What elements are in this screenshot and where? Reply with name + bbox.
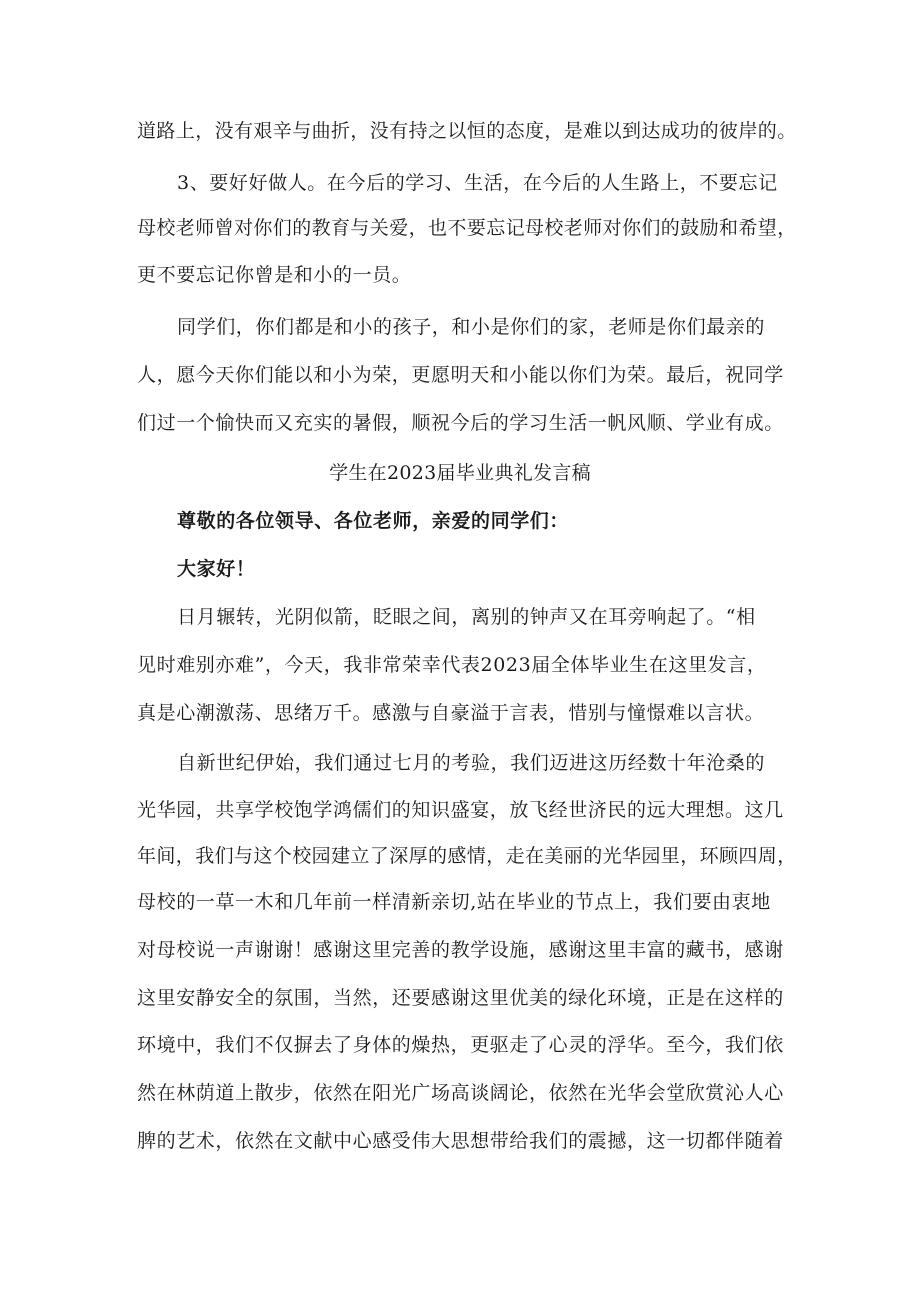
paragraph-e-line-8: 然在林荫道上散步，依然在阳光广场高谈阔论，依然在光华会堂欣赏沁人心 <box>137 1082 784 1104</box>
paragraph-b-line-1: 3、要好好做人。在今后的学习、生活，在今后的人生路上，不要忘记 <box>177 172 778 194</box>
paragraph-c-line-3: 们过一个愉快而又充实的暑假，顺祝今后的学习生活一帆风顺、学业有成。 <box>137 412 784 434</box>
paragraph-c-line-2: 人，愿今天你们能以和小为荣，更愿明天和小能以你们为荣。最后，祝同学 <box>137 364 784 386</box>
paragraph-e-line-6: 这里安静安全的氛围，当然，还要感谢这里优美的绿化环境，正是在这样的 <box>137 987 784 1009</box>
paragraph-e-line-3: 年间，我们与这个校园建立了深厚的感情，走在美丽的光华园里，环顾四周， <box>137 845 797 867</box>
speech-greeting: 大家好！ <box>177 558 256 580</box>
paragraph-e-line-1: 自新世纪伊始，我们通过七月的考验，我们迈进这历经数十年沧桑的 <box>177 752 766 774</box>
paragraph-d-line-2: 见时难别亦难”，今天，我非常荣幸代表2023届全体毕业生在这里发言， <box>137 654 767 676</box>
paragraph-e-line-9: 脾的艺术，依然在文献中心感受伟大思想带给我们的震撼，这一切都伴随着 <box>137 1130 784 1152</box>
paragraph-b-line-2: 母校老师曾对你们的教育与关爱，也不要忘记母校老师对你们的鼓励和希望， <box>137 217 797 239</box>
paragraph-d-line-1: 日月辗转，光阴似箭，眨眼之间，离别的钟声又在耳旁响起了。“相 <box>177 606 756 628</box>
paragraph-e-line-7: 环境中，我们不仅摒去了身体的燥热，更驱走了心灵的浮华。至今，我们依 <box>137 1034 784 1056</box>
paragraph-b-line-3: 更不要忘记你曾是和小的一员。 <box>137 264 412 286</box>
paragraph-a-line-1: 道路上，没有艰辛与曲折，没有持之以恒的态度，是难以到达成功的彼岸的。 <box>137 120 797 142</box>
paragraph-e-line-2: 光华园，共享学校饱学鸿儒们的知识盛宴，放飞经世济民的远大理想。这几 <box>137 799 784 821</box>
paragraph-e-line-4: 母校的一草一木和几年前一样清新亲切,站在毕业的节点上，我们要由衷地 <box>137 891 771 913</box>
speech-title: 学生在2023届毕业典礼发言稿 <box>329 462 591 484</box>
paragraph-d-line-3: 真是心潮激荡、思绪万千。感激与自豪溢于言表，惜别与憧憬难以言状。 <box>137 702 765 724</box>
paragraph-c-line-1: 同学们，你们都是和小的孩子，和小是你们的家，老师是你们最亲的 <box>177 316 766 338</box>
speech-salutation: 尊敬的各位领导、各位老师，亲爱的同学们： <box>177 510 570 532</box>
paragraph-e-line-5: 对母校说一声谢谢！感谢这里完善的教学设施，感谢这里丰富的藏书，感谢 <box>137 939 784 961</box>
